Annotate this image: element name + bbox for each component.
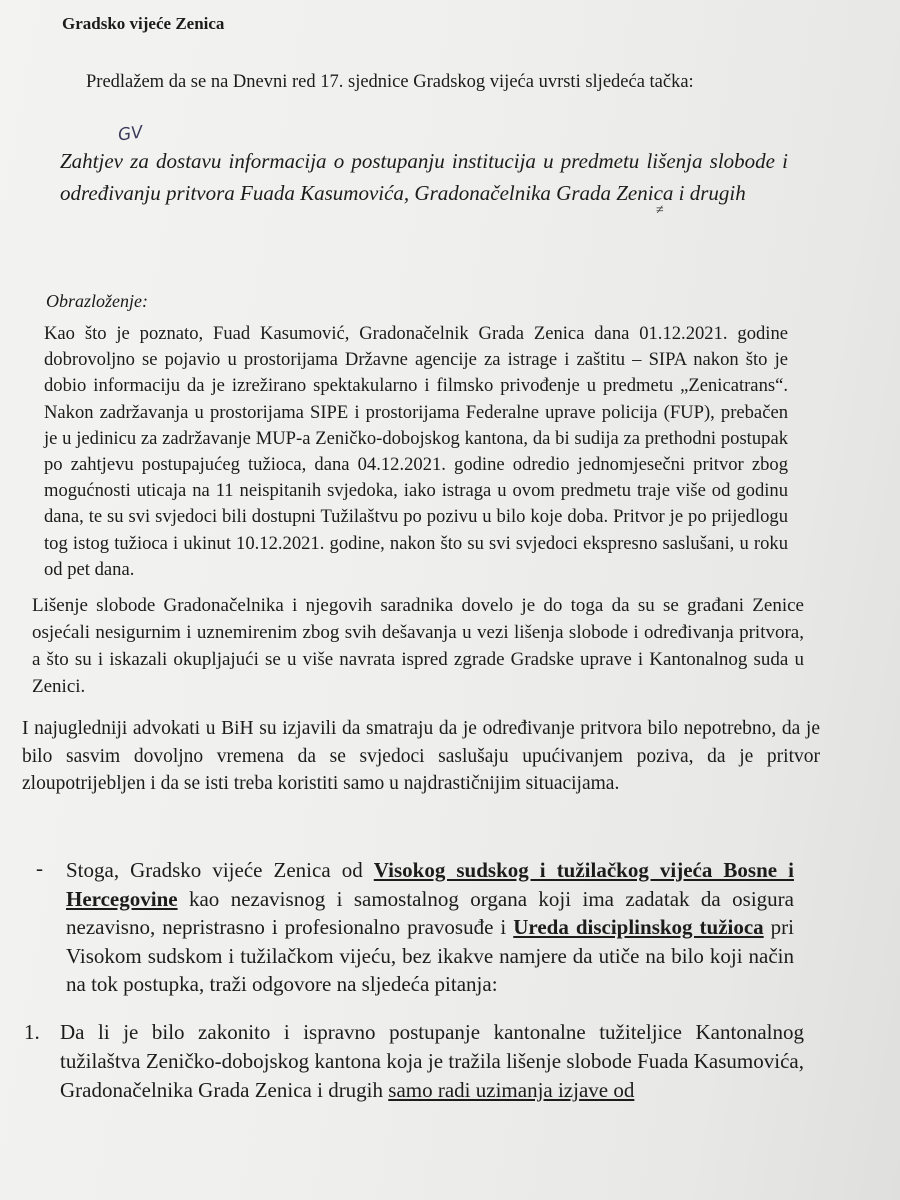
proposal-line: Predlažem da se na Dnevni red 17. sjednice Gradskog vijeća uvrsti sljedeća tačka: bbox=[86, 72, 694, 92]
paragraph-3: I najugledniji advokati u BiH su izjavili da smatraju da je određivanje pritvora bilo nepotrebno, da je bilo sasvim dovoljno vremena da se svjedoci saslušaju upućivanjem poziva, da je pritvor zloupotrijebljen i da se isti treba koristiti samo u najdrastičnijim situacijama. bbox=[22, 718, 820, 794]
handwritten-initials: GV bbox=[116, 122, 145, 146]
paragraph-1: Kao što je poznato, Fuad Kasumović, Gradonačelnik Grada Zenica dana 01.12.2021. godine dobrovoljno se pojavio u prostorijama Državne agencije za istrage i zaštitu – SIPA nakon što je dobio informaciju da je izrežirano spektakularno i filmsko privođenje u predmetu „Zenicatrans“. Nakon zadržavanja u prostorijama SIPE i prostorijama Federalne uprave policija (FUP), prebačen je u jedinicu za zadržavanje MUP-a Zeničko-dobojskog kantona, da bi sudija za prethodni postupak po zahtjevu postupajućeg tužioca, dana 04.12.2021. godine odredio jednomjesečni pritvor zbog mogućnosti uticaja na 11 neispitanih svjedoka, iako istraga u ovom predmetu traje više od godinu dana, te su svi svjedoci bili dostupni Tužilaštvu po pozivu u bilo koje doba. Pritvor je po prijedlogu tog istog tužioca i ukinut 10.12.2021. godine, nakon što su svi svjedoci ekspresno saslušani, u roku od pet dana. bbox=[44, 323, 788, 580]
agenda-item-title: Zahtjev za dostavu informacija o postupanju institucija u predmetu lišenja slobode i određivanju pritvora Fuada Kasumovića, Gradonačelnika Grada Zenica i drugih bbox=[60, 149, 788, 205]
question-1-underlined: samo radi uzimanja izjave od bbox=[388, 1078, 635, 1102]
pen-mark: ≠ bbox=[656, 203, 664, 218]
paragraph-2: Lišenje slobode Gradonačelnika i njegovih saradnika dovelo je do toga da su se građani Zenice osjećali nesigurnim i uznemirenim zbog svih dešavanja u vezi lišenja slobode i određivanja pritvora, a što su i iskazali okupljajući se u više navrata ispred zgrade Gradske uprave i Kantonalnog suda u Zenici. bbox=[32, 595, 804, 697]
question-number: 1. bbox=[24, 1020, 40, 1044]
list-text-1: Stoga, Gradsko vijeće Zenica od bbox=[66, 858, 374, 882]
question-1 bbox=[60, 1018, 804, 1105]
organization-name: Gradsko vijeće Zenica bbox=[62, 14, 225, 33]
institution-vstv: Visokog sudskog i tužilačkog vijeća Bosne i Hercegovine bbox=[66, 858, 794, 911]
list-text-2: kao nezavisnog i samostalnog organa koji ima zadatak da osigura nezavisno, nepristrasno i profesionalno pravosuđe i bbox=[66, 886, 794, 940]
institution-disciplinary-office: Ureda disciplinskog tužioca bbox=[513, 915, 764, 940]
question-1-text: Da li je bilo zakonito i ispravno postupanje kantonalne tužiteljice Kantonalnog tužilaštva Zeničko-dobojskog kantona koja je tražila lišenje slobode Fuada Kasumovića, Gradonačelnika Grada Zenica i drugih bbox=[60, 1020, 804, 1102]
reasoning-heading: Obrazloženje: bbox=[46, 291, 148, 311]
list-marker: - bbox=[36, 856, 43, 880]
list-item-body bbox=[66, 856, 794, 999]
list-text-3: pri Visokom sudskom i tužilačkom vijeću, bez ikakve namjere da utiče na bilo koji način na tok postupka, traži odgovore na sljedeća pitanja: bbox=[66, 915, 795, 997]
